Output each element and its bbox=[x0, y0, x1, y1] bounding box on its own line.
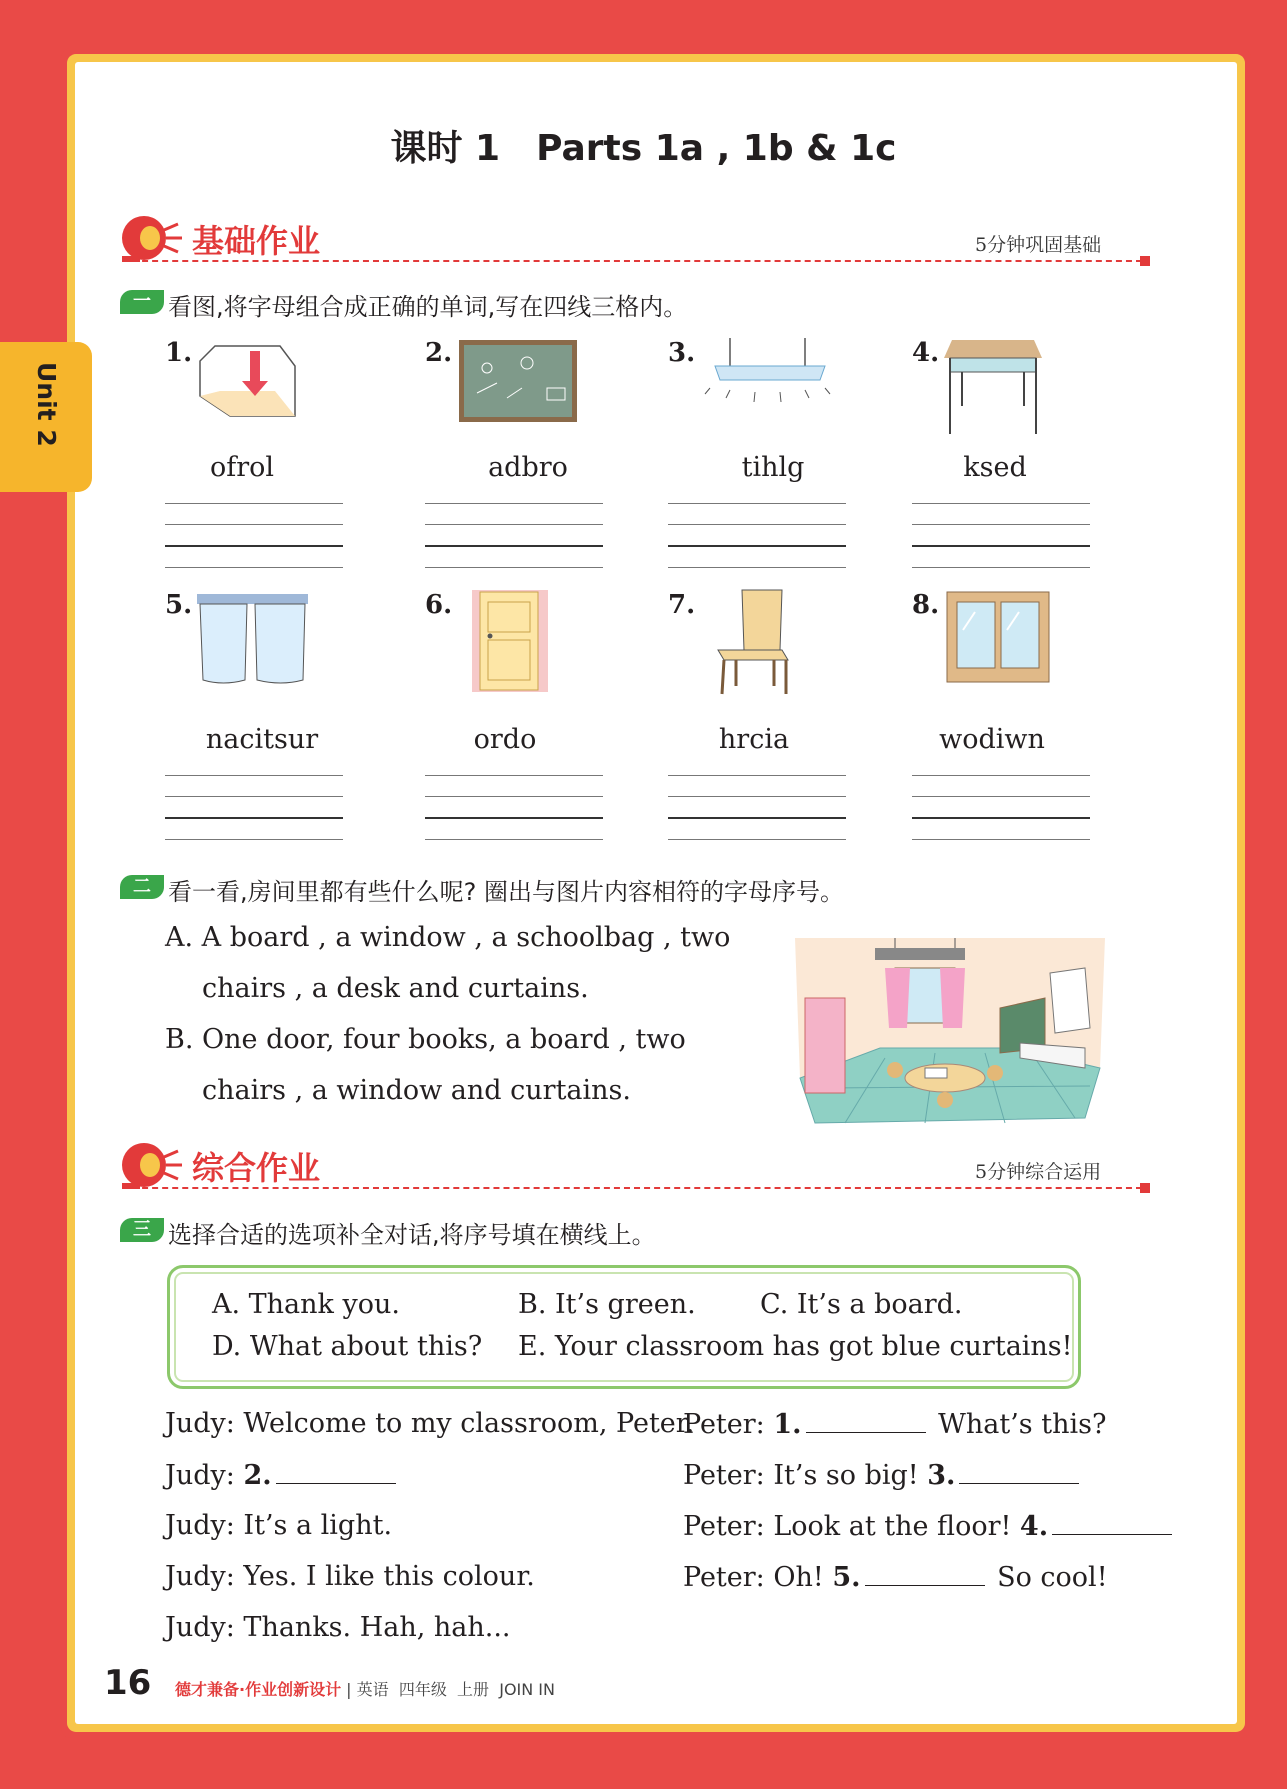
option-a-line1[interactable]: A. A board , a window , a schoolbag , two bbox=[165, 922, 731, 953]
option-a: A. Thank you. bbox=[212, 1289, 400, 1320]
dialogue-judy-1: Judy: Welcome to my classroom, Peter. bbox=[165, 1408, 695, 1439]
writing-lines[interactable] bbox=[668, 503, 846, 569]
dialogue-peter-4 bbox=[683, 1561, 1108, 1593]
scrambled-word: nacitsur bbox=[205, 724, 319, 755]
scrambled-word: tihlg bbox=[741, 452, 805, 483]
desk-icon bbox=[942, 336, 1044, 436]
question-3-text: 选择合适的选项补全对话,将序号填在横线上。 bbox=[168, 1221, 656, 1249]
item-number: 8. bbox=[912, 590, 940, 620]
option-c: C. It’s a board. bbox=[760, 1289, 963, 1320]
option-d: D. What about this? bbox=[212, 1331, 483, 1362]
door-icon bbox=[470, 588, 550, 694]
question-tag-2: 二 bbox=[120, 875, 164, 899]
writing-lines[interactable] bbox=[165, 503, 343, 569]
speaker: Peter: bbox=[683, 1409, 774, 1440]
question-tag-1: 一 bbox=[120, 290, 164, 314]
answer-blank[interactable] bbox=[959, 1459, 1079, 1484]
chair-icon bbox=[712, 588, 792, 698]
writing-lines[interactable] bbox=[425, 775, 603, 841]
answer-blank[interactable] bbox=[806, 1408, 926, 1433]
window-icon bbox=[945, 590, 1051, 684]
dialogue-peter-2 bbox=[683, 1459, 1083, 1491]
line-text: Peter: Oh! bbox=[683, 1562, 833, 1593]
divider-end-mark bbox=[1140, 1183, 1150, 1193]
dialogue-judy-4: Judy: Yes. I like this colour. bbox=[165, 1561, 535, 1592]
option-b-line1[interactable]: B. One door, four books, a board , two bbox=[165, 1024, 686, 1055]
writing-lines[interactable] bbox=[668, 775, 846, 841]
unit-tab bbox=[0, 342, 92, 492]
footer-text: 德才兼备·作业创新设计 | 英语 四年级 上册 JOIN IN bbox=[175, 1680, 555, 1699]
footer-series: JOIN IN bbox=[499, 1680, 555, 1699]
footer-subject: 英语 bbox=[356, 1680, 389, 1699]
question-tag-3: 三 bbox=[120, 1218, 164, 1242]
blank-number: 1. bbox=[773, 1409, 802, 1440]
board-icon bbox=[457, 338, 579, 424]
option-a-line2: chairs , a desk and curtains. bbox=[202, 973, 589, 1004]
section-title-basic: 基础作业 bbox=[192, 222, 321, 260]
section-divider bbox=[122, 1187, 1142, 1189]
item-number: 3. bbox=[668, 338, 696, 368]
item-number: 1. bbox=[165, 338, 193, 368]
blank-number: 5. bbox=[832, 1562, 861, 1593]
line-text: Peter: It’s so big! bbox=[683, 1460, 928, 1491]
writing-lines[interactable] bbox=[912, 775, 1090, 841]
divider-end-mark bbox=[1140, 256, 1150, 266]
section-note-basic: 5分钟巩固基础 bbox=[975, 234, 1102, 256]
scrambled-word: hrcia bbox=[718, 724, 790, 755]
dialogue-judy-3: Judy: It’s a light. bbox=[165, 1510, 393, 1541]
line-text: So cool! bbox=[997, 1562, 1108, 1593]
option-b: B. It’s green. bbox=[518, 1289, 696, 1320]
curtains-icon bbox=[195, 592, 310, 688]
footer-grade: 四年级 bbox=[398, 1680, 447, 1699]
answer-blank[interactable] bbox=[276, 1459, 396, 1484]
options-box bbox=[167, 1265, 1081, 1389]
light-icon bbox=[700, 338, 835, 418]
item-number: 7. bbox=[668, 590, 696, 620]
option-b-line2: chairs , a window and curtains. bbox=[202, 1075, 631, 1106]
item-number: 5. bbox=[165, 590, 193, 620]
page-number: 16 bbox=[104, 1663, 152, 1703]
section-divider bbox=[122, 260, 1142, 262]
classroom-picture bbox=[785, 918, 1115, 1130]
scrambled-word: ordo bbox=[473, 724, 537, 755]
dialogue-judy-5: Judy: Thanks. Hah, hah... bbox=[165, 1612, 511, 1643]
lamp-icon bbox=[118, 208, 188, 264]
item-number: 2. bbox=[425, 338, 453, 368]
answer-blank[interactable] bbox=[865, 1561, 985, 1586]
footer-brand: 德才兼备·作业创新设计 bbox=[175, 1680, 342, 1699]
dialogue-peter-1 bbox=[683, 1408, 1106, 1440]
floor-icon bbox=[195, 336, 300, 424]
writing-lines[interactable] bbox=[912, 503, 1090, 569]
item-number: 6. bbox=[425, 590, 453, 620]
scrambled-word: ofrol bbox=[209, 452, 275, 483]
lamp-icon bbox=[118, 1135, 188, 1191]
item-number: 4. bbox=[912, 338, 940, 368]
lesson-title: 课时 1 Parts 1a , 1b & 1c bbox=[390, 128, 897, 169]
blank-number: 3. bbox=[927, 1460, 956, 1491]
question-1-text: 看图,将字母组合成正确的单词,写在四线三格内。 bbox=[168, 293, 688, 321]
question-2-text: 看一看,房间里都有些什么呢? 圈出与图片内容相符的字母序号。 bbox=[168, 878, 844, 906]
scrambled-word: adbro bbox=[488, 452, 568, 483]
unit-tab-label: Unit 2 bbox=[32, 362, 61, 447]
line-text: Peter: Look at the floor! bbox=[683, 1511, 1020, 1542]
footer-term: 上册 bbox=[457, 1680, 490, 1699]
scrambled-word: ksed bbox=[963, 452, 1027, 483]
dialogue-peter-3 bbox=[683, 1510, 1176, 1542]
scrambled-word: wodiwn bbox=[939, 724, 1045, 755]
dialogue-judy-2 bbox=[165, 1459, 400, 1491]
section-note-comprehensive: 5分钟综合运用 bbox=[975, 1161, 1102, 1183]
blank-number: 2. bbox=[243, 1460, 272, 1491]
section-title-comprehensive: 综合作业 bbox=[192, 1149, 321, 1187]
option-e: E. Your classroom has got blue curtains! bbox=[518, 1331, 1073, 1362]
writing-lines[interactable] bbox=[425, 503, 603, 569]
speaker: Judy: bbox=[165, 1460, 244, 1491]
writing-lines[interactable] bbox=[165, 775, 343, 841]
blank-number: 4. bbox=[1019, 1511, 1049, 1542]
line-text: What’s this? bbox=[929, 1409, 1107, 1440]
answer-blank[interactable] bbox=[1052, 1510, 1172, 1535]
